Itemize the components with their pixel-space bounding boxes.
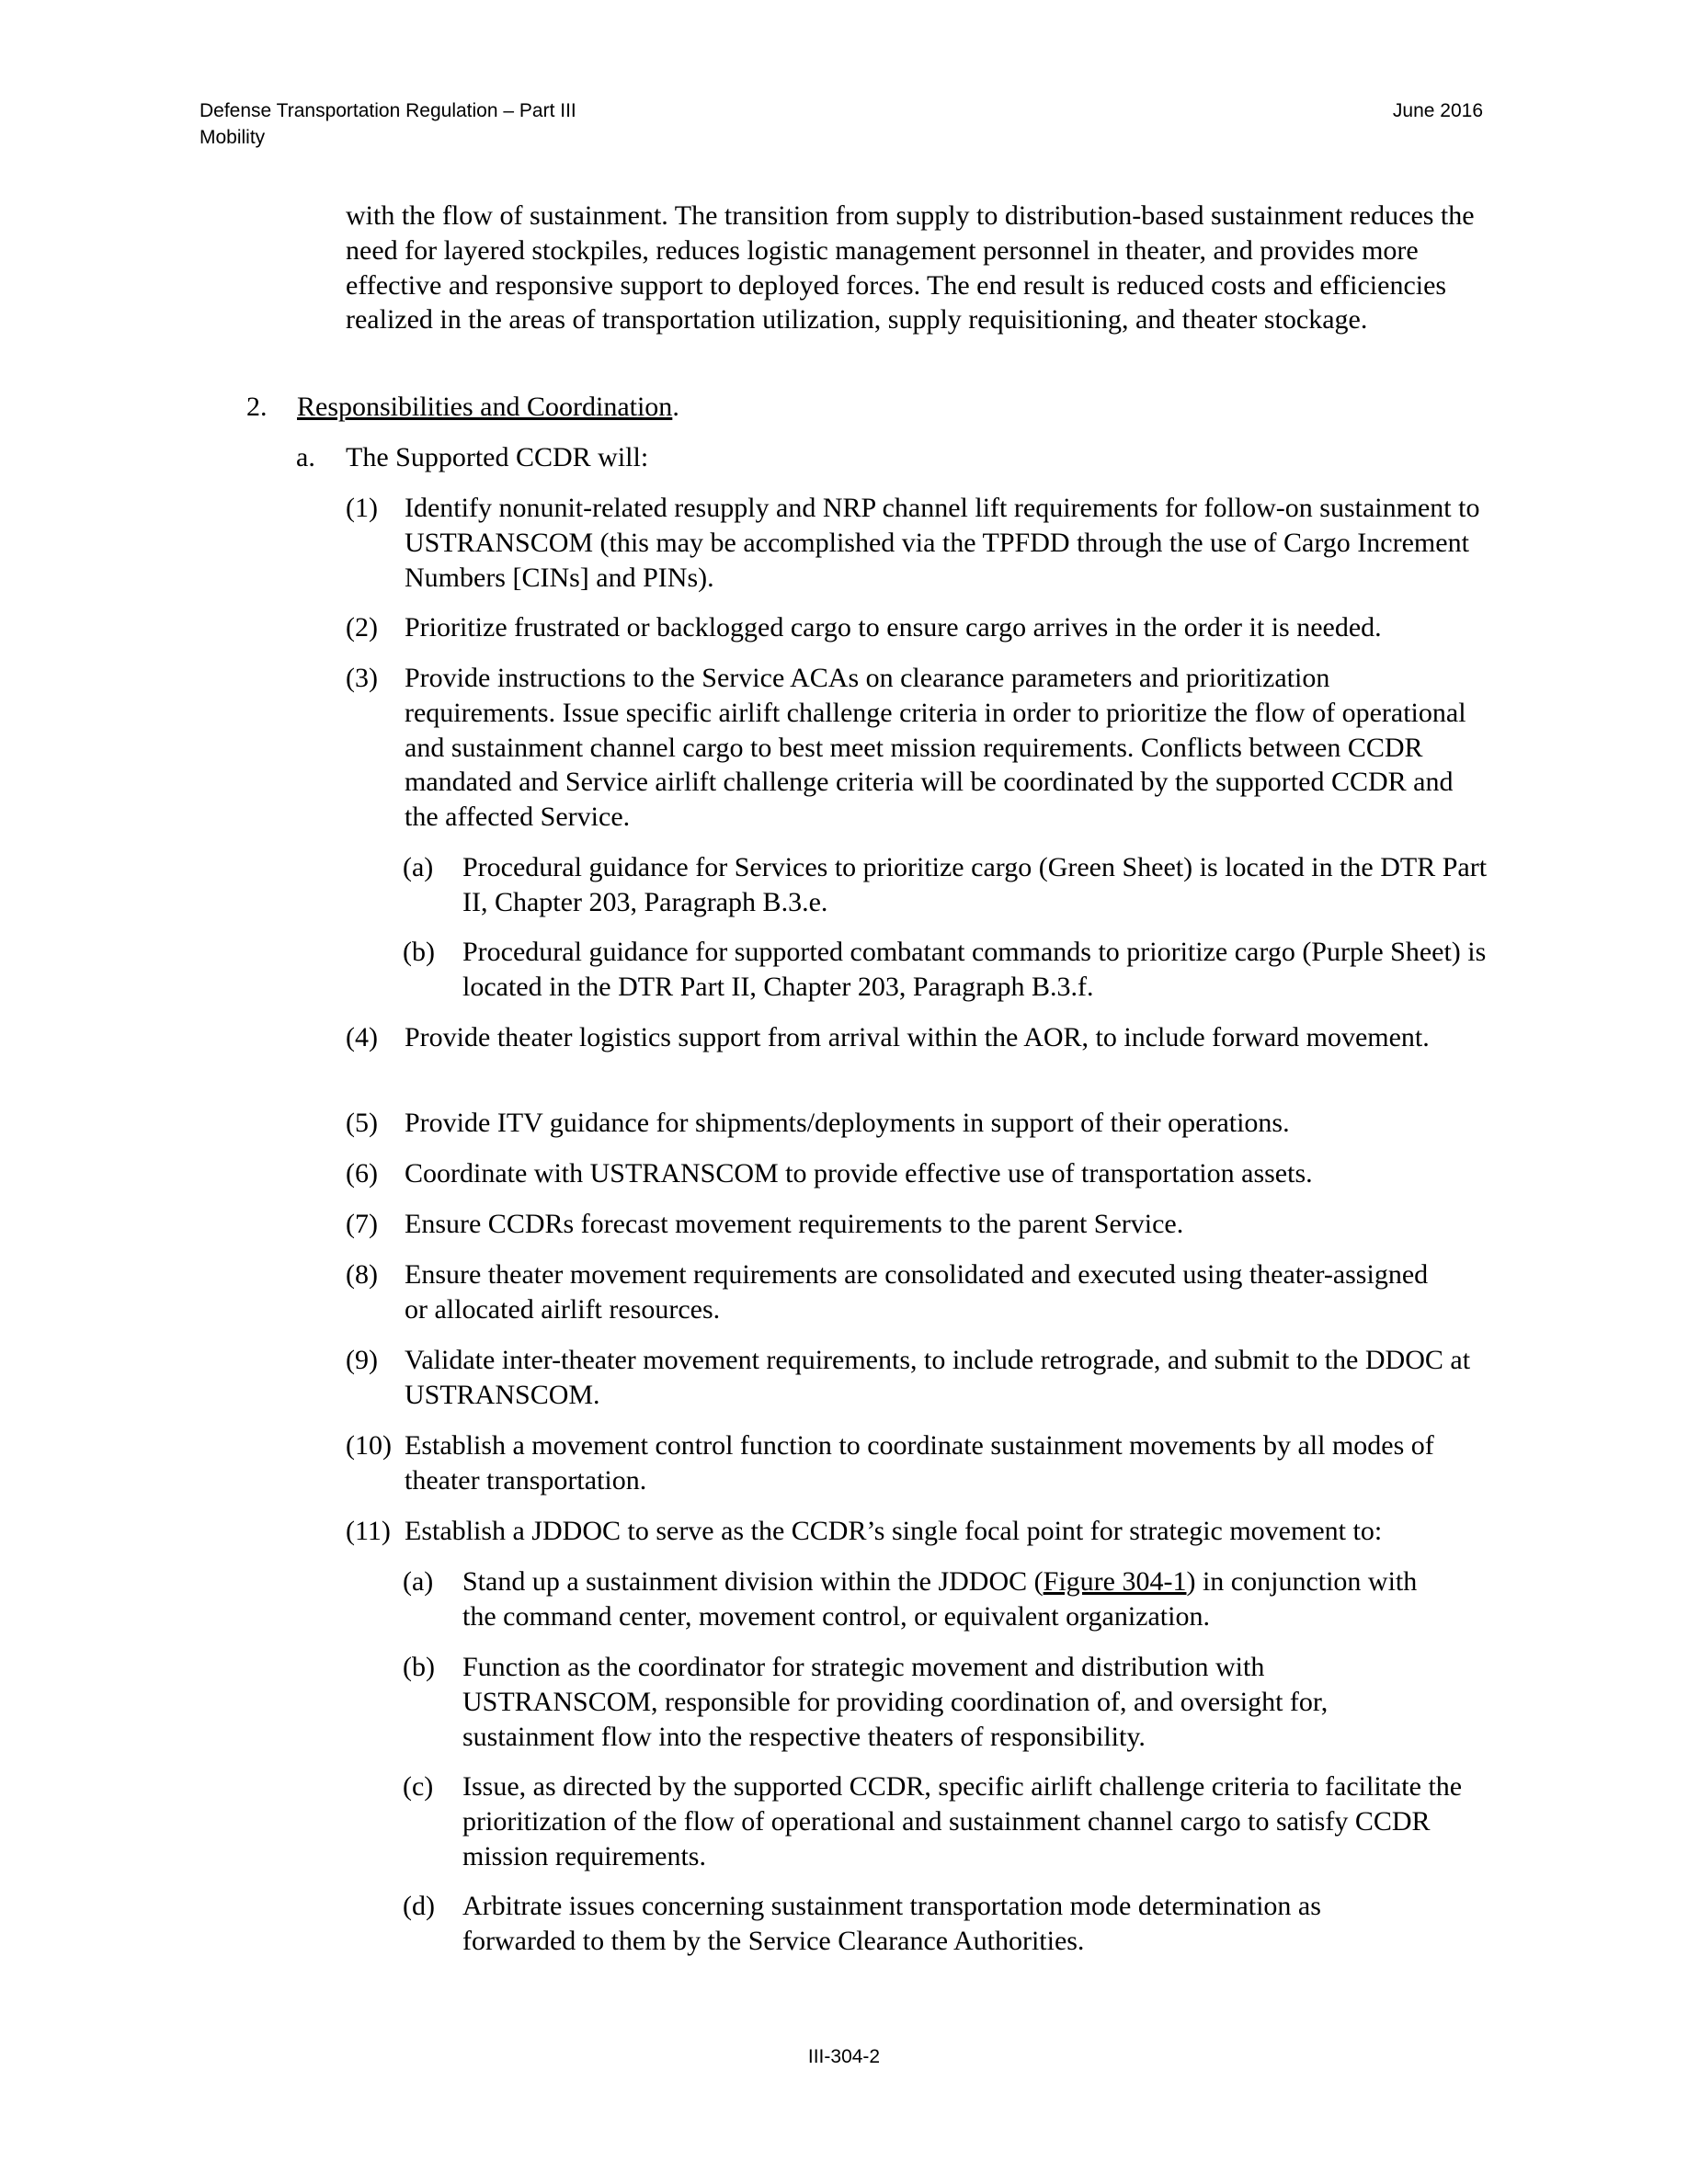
item-text: Provide instructions to the Service ACAs on clearance parameters and prioritization requirements. Issue specific airlift challenge criteria in order to prioritize the flow of operational and sustainment channel cargo to best meet mission requirements. Conflicts between CCDR mandated and Service airlift challenge criteria will be coordinated by the supported CCDR and the affected Service. — [405, 663, 1466, 833]
item-marker: (1) — [346, 493, 378, 523]
item-text — [462, 1564, 1455, 1634]
header-title-line2: Mobility — [200, 127, 266, 148]
item-text: Establish a movement control function to coordinate sustainment movements by all modes of theater transportation. — [405, 1430, 1434, 1496]
item-text-after: ) in conjunction with the command center, movement control, or equivalent organization. — [462, 1566, 1418, 1632]
item-text: Prioritize frustrated or backlogged cargo to ensure cargo arrives in the order it is needed. — [405, 612, 1382, 643]
item-text: Function as the coordinator for strategic movement and distribution with USTRANSCOM, responsible for providing coordination of, and oversight for, sustainment flow into the respective theaters of responsibility. — [462, 1652, 1329, 1752]
item-marker: (4) — [346, 1022, 378, 1052]
section-number: 2. — [246, 392, 268, 422]
item-marker: (a) — [403, 1566, 434, 1597]
item-text: Provide theater logistics support from arrival within the AOR, to include forward movement. — [405, 1022, 1430, 1052]
item-text: Ensure CCDRs forecast movement requirements to the parent Service. — [405, 1209, 1184, 1239]
item-text: Issue, as directed by the supported CCDR, specific airlift challenge criteria to facilitate the prioritization of the flow of operational and sustainment channel cargo to satisfy CCDR mission requirements. — [462, 1771, 1463, 1871]
item-marker: (d) — [403, 1891, 435, 1921]
item-marker: (10) — [346, 1430, 392, 1461]
item-text: Provide ITV guidance for shipments/deployments in support of their operations. — [405, 1108, 1290, 1138]
item-marker: (9) — [346, 1345, 378, 1375]
section-title-suffix: . — [672, 392, 679, 422]
item-marker: (b) — [403, 937, 435, 967]
item-marker: a. — [296, 442, 315, 472]
item-text: Ensure theater movement requirements are consolidated and executed using theater-assigned or allocated airlift resources. — [405, 1259, 1429, 1325]
item-marker: (c) — [403, 1771, 434, 1802]
item-text-before: Stand up a sustainment division within the JDDOC ( — [462, 1566, 1044, 1597]
item-marker: (a) — [403, 852, 434, 882]
item-text: Procedural guidance for supported combatant commands to prioritize cargo (Purple Sheet) is located in the DTR Part II, Chapter 203, Paragraph B.3.f. — [462, 937, 1487, 1002]
item-text: Coordinate with USTRANSCOM to provide effective use of transportation assets. — [405, 1158, 1313, 1189]
item-marker: (5) — [346, 1108, 378, 1138]
item-marker: (b) — [403, 1652, 435, 1682]
page-number: III-304-2 — [807, 2046, 881, 2067]
item-marker: (11) — [346, 1516, 391, 1546]
intro-paragraph: with the flow of sustainment. The transition from supply to distribution-based sustainment reduces the need for layered stockpiles, reduces logistic management personnel in theater, and provides more effective and responsive support to deployed forces. The end result is reduced costs and efficiencies realized in the areas of transportation utilization, supply requisitioning, and theater stockage. — [346, 200, 1475, 336]
running-header-title — [200, 97, 576, 151]
item-text: Establish a JDDOC to serve as the CCDR’s single focal point for strategic movement to: — [405, 1516, 1383, 1546]
item-text: Procedural guidance for Services to prioritize cargo (Green Sheet) is located in the DTR Part II, Chapter 203, Paragraph B.3.e. — [462, 852, 1488, 917]
item-text: Arbitrate issues concerning sustainment transportation mode determination as forwarded to them by the Service Clearance Authorities. — [462, 1891, 1321, 1956]
item-marker: (7) — [346, 1209, 378, 1239]
header-date: June 2016 — [1392, 100, 1483, 121]
section-title — [297, 390, 679, 425]
item-marker: (6) — [346, 1158, 378, 1189]
item-text: Validate inter-theater movement requirements, to include retrograde, and submit to the DDOC at USTRANSCOM. — [405, 1345, 1471, 1410]
figure-304-1-link[interactable]: Figure 304-1 — [1043, 1566, 1187, 1597]
item-marker: (3) — [346, 663, 378, 693]
item-text: Identify nonunit-related resupply and NRP channel lift requirements for follow-on sustainment to USTRANSCOM (this may be accomplished via the TPFDD through the use of Cargo Increment Numbers [CINs] and PINs). — [405, 493, 1480, 593]
header-title-line1: Defense Transportation Regulation – Part III — [200, 100, 576, 121]
item-marker: (8) — [346, 1259, 378, 1290]
item-marker: (2) — [346, 612, 378, 643]
item-text: The Supported CCDR will: — [346, 442, 649, 472]
section-title-text: Responsibilities and Coordination — [297, 392, 673, 422]
